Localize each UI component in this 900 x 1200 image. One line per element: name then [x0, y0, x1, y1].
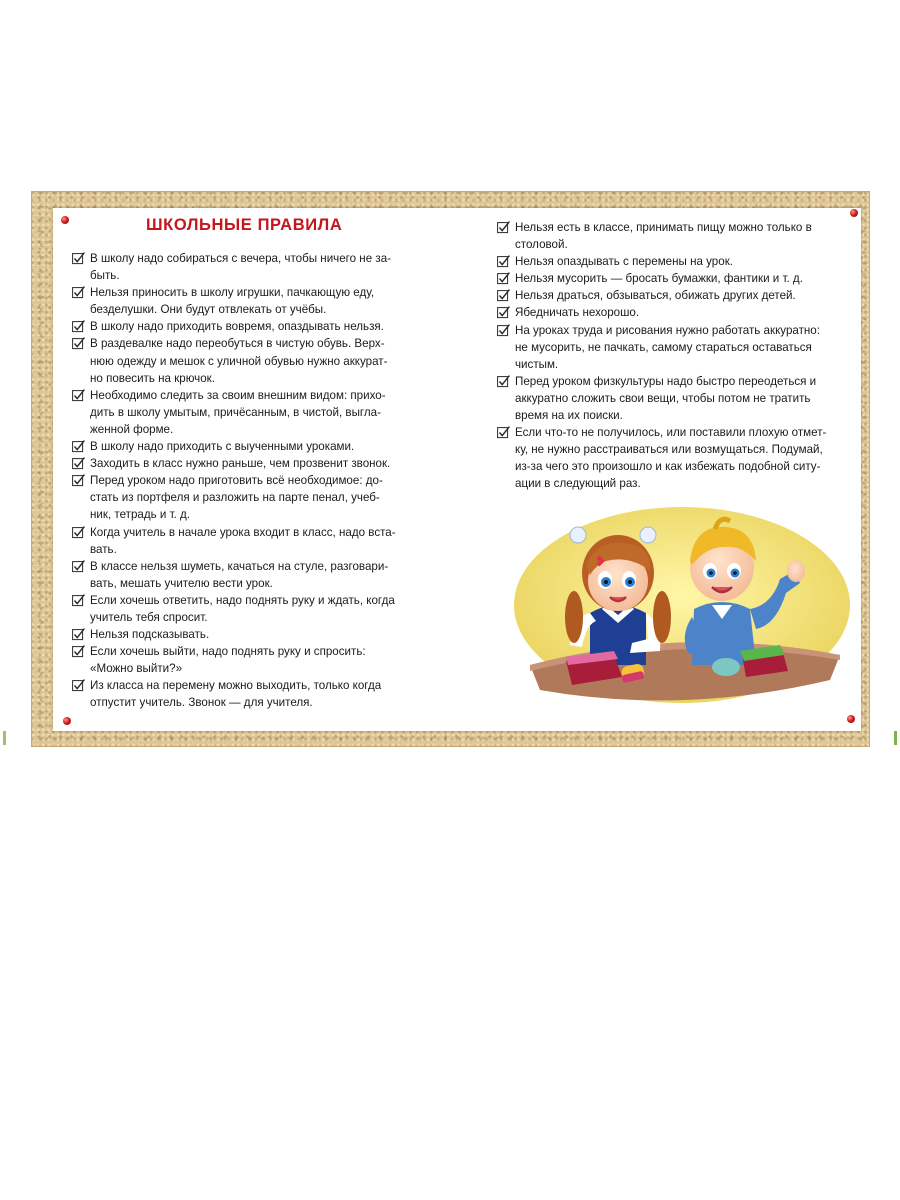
rule-line: из-за чего это произошло и как избежать подобной ситу-: [515, 460, 821, 474]
rule-item-left-6: [72, 438, 412, 455]
pushpin-icon: [61, 216, 69, 224]
rule-line: Нельзя приносить в школу игрушки, пачкающую еду,: [90, 286, 375, 300]
rule-line: время на их поиски.: [515, 409, 623, 423]
rule-line: столовой.: [515, 238, 568, 252]
rule-line: Перед уроком надо приготовить всё необходимое: до-: [90, 474, 383, 488]
checkbox-check-icon: [72, 679, 85, 692]
schoolchildren-illustration: [510, 505, 860, 710]
rule-item-right-5: [497, 304, 845, 321]
rule-line: чистым.: [515, 357, 559, 371]
rule-item-left-9: [72, 524, 412, 558]
rule-line: быть.: [90, 269, 120, 283]
checkbox-check-icon: [497, 289, 510, 302]
rule-line: безделушки. Они будут отвлекать от учёбы.: [90, 303, 327, 317]
rule-line: не мусорить, не пачкать, самому стараться оставаться: [515, 340, 812, 354]
pushpin-icon: [847, 715, 855, 723]
rule-line: Нельзя опаздывать с перемены на урок.: [515, 255, 733, 269]
rule-line: ник, тетрадь и т. д.: [90, 508, 191, 522]
rule-item-right-1: [497, 219, 845, 253]
rule-line: Из класса на перемену можно выходить, только когда: [90, 679, 382, 693]
edge-mark-left: [3, 731, 6, 745]
rule-line: вать, мешать учителю вести урок.: [90, 576, 273, 590]
rule-line: дить в школу умытым, причёсанным, в чистой, выгла-: [90, 405, 381, 419]
rule-item-left-2: [72, 284, 412, 318]
rule-line: На уроках труда и рисования нужно работать аккуратно:: [515, 323, 820, 337]
rule-item-right-8: [497, 424, 845, 492]
rule-line: нюю одежду и мешок с уличной обувью нужно аккурат-: [90, 354, 388, 368]
rule-line: Если что-то не получилось, или поставили плохую отмет-: [515, 426, 827, 440]
rule-line: но повесить на крючок.: [90, 371, 215, 385]
checkbox-check-icon: [72, 628, 85, 641]
rule-item-left-4: [72, 335, 412, 386]
rule-item-left-7: [72, 455, 412, 472]
checkbox-check-icon: [72, 286, 85, 299]
rule-line: ации в следующий раз.: [515, 477, 641, 491]
rule-line: Если хочешь ответить, надо поднять руку и ждать, когда: [90, 593, 395, 607]
rules-list-left: [72, 250, 412, 712]
checkbox-check-icon: [72, 457, 85, 470]
page-title: ШКОЛЬНЫЕ ПРАВИЛА: [146, 216, 343, 234]
checkbox-check-icon: [72, 645, 85, 658]
rule-line: Если хочешь выйти, надо поднять руку и спросить:: [90, 645, 366, 659]
checkbox-check-icon: [72, 337, 85, 350]
checkbox-check-icon: [497, 324, 510, 337]
rule-line: женной форме.: [90, 422, 174, 436]
rule-item-left-13: [72, 643, 412, 677]
rules-list-right: [497, 219, 845, 493]
rule-item-right-3: [497, 270, 845, 287]
rule-line: Нельзя есть в классе, принимать пищу можно только в: [515, 221, 812, 234]
rule-item-left-5: [72, 387, 412, 438]
rule-line: стать из портфеля и разложить на парте пенал, учеб-: [90, 491, 380, 505]
checkbox-check-icon: [72, 389, 85, 402]
rule-line: Ябедничать нехорошо.: [515, 306, 640, 320]
checkbox-check-icon: [72, 526, 85, 539]
rule-line: Нельзя подсказывать.: [90, 628, 210, 642]
rule-line: Необходимо следить за своим внешним видом: прихо-: [90, 388, 386, 402]
rule-item-right-2: [497, 253, 845, 270]
rule-item-left-10: [72, 558, 412, 592]
checkbox-check-icon: [72, 252, 85, 265]
rule-line: аккуратно сложить свои вещи, чтобы потом не тратить: [515, 391, 811, 405]
pushpin-icon: [63, 717, 71, 725]
rule-line: учитель тебя спросит.: [90, 610, 208, 624]
rule-line: Нельзя драться, обзываться, обижать других детей.: [515, 289, 796, 303]
checkbox-check-icon: [497, 221, 510, 234]
rule-line: Когда учитель в начале урока входит в класс, надо вста-: [90, 525, 396, 539]
rule-item-left-12: [72, 626, 412, 643]
checkbox-check-icon: [72, 440, 85, 453]
rule-line: «Можно выйти?»: [90, 662, 183, 676]
rule-item-right-6: [497, 322, 845, 373]
pushpin-icon: [850, 209, 858, 217]
rule-item-left-1: [72, 250, 412, 284]
checkbox-check-icon: [497, 255, 510, 268]
rule-item-left-3: [72, 318, 412, 335]
rule-item-left-8: [72, 472, 412, 523]
rule-line: В школу надо собираться с вечера, чтобы ничего не за-: [90, 252, 392, 265]
checkbox-check-icon: [72, 320, 85, 333]
rule-line: Нельзя мусорить — бросать бумажки, фантики и т. д.: [515, 272, 803, 286]
rule-item-right-4: [497, 287, 845, 304]
edge-mark-right: [894, 731, 897, 745]
rule-line: ку, не нужно расстраиваться или возмущаться. Подумай,: [515, 443, 823, 457]
rule-line: В классе нельзя шуметь, качаться на стуле, разговари-: [90, 559, 389, 573]
rule-line: отпустит учитель. Звонок — для учителя.: [90, 696, 313, 710]
rule-line: В раздевалке надо переобуться в чистую обувь. Верх-: [90, 337, 385, 351]
checkbox-check-icon: [72, 474, 85, 487]
rule-item-right-7: [497, 373, 845, 424]
rule-item-left-11: [72, 592, 412, 626]
rule-line: В школу надо приходить вовремя, опаздывать нельзя.: [90, 320, 384, 334]
rule-line: вать.: [90, 542, 117, 556]
checkbox-check-icon: [497, 272, 510, 285]
rule-line: В школу надо приходить с выученными уроками.: [90, 440, 355, 454]
checkbox-check-icon: [497, 375, 510, 388]
rule-line: Заходить в класс нужно раньше, чем прозвенит звонок.: [90, 457, 391, 471]
checkbox-check-icon: [497, 306, 510, 319]
checkbox-check-icon: [72, 560, 85, 573]
checkbox-check-icon: [497, 426, 510, 439]
rule-item-left-14: [72, 677, 412, 711]
rule-line: Перед уроком физкультуры надо быстро переодеться и: [515, 374, 817, 388]
checkbox-check-icon: [72, 594, 85, 607]
